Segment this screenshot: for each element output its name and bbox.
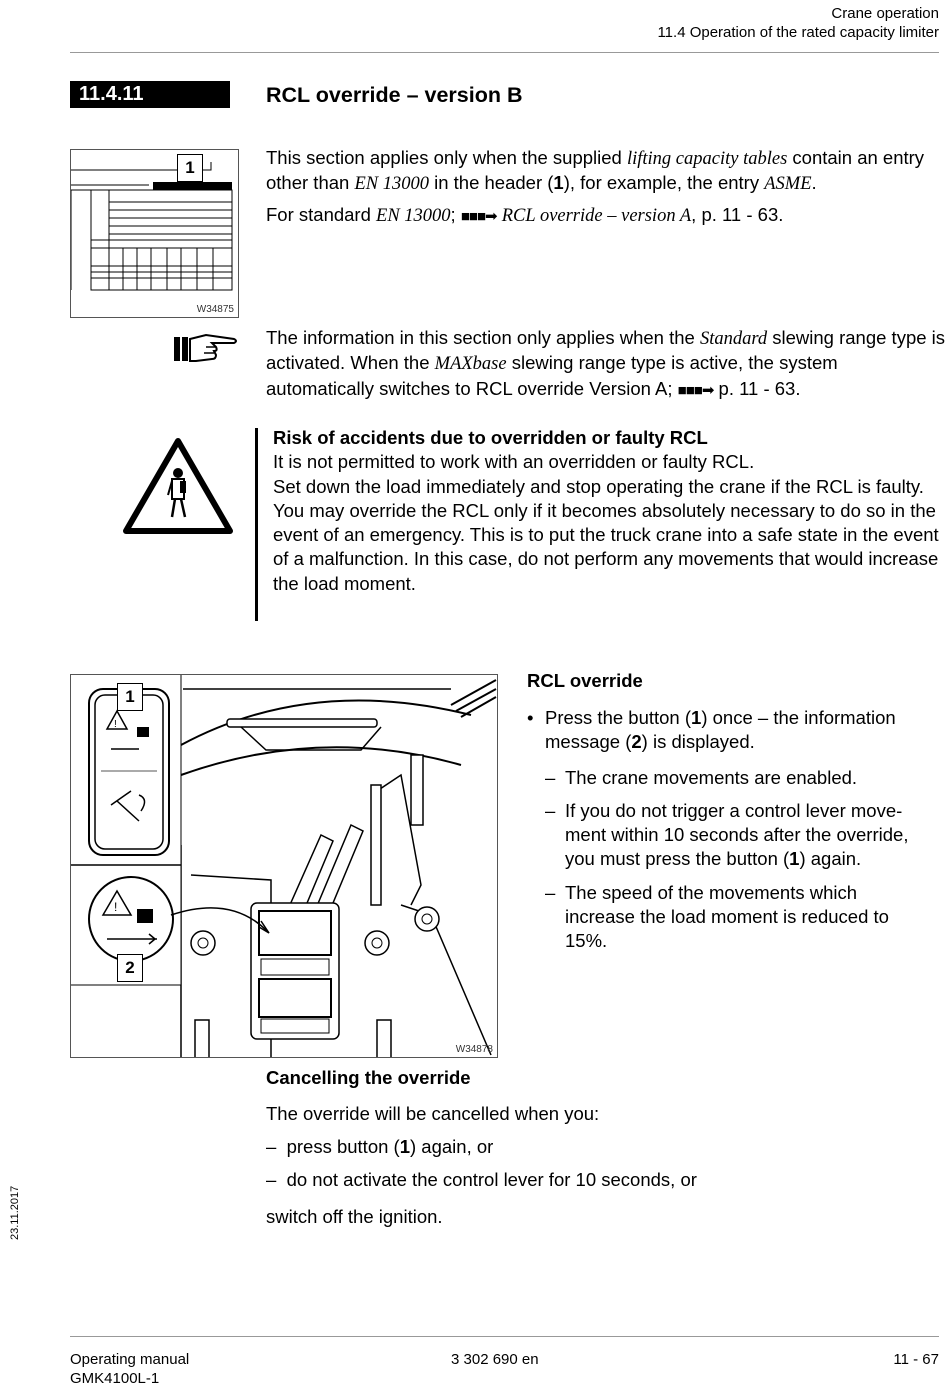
running-header: [439, 4, 939, 42]
step-bullet: [527, 706, 942, 755]
dash-icon: –: [545, 881, 556, 903]
bullet-icon: •: [527, 707, 534, 728]
warning-triangle-person-icon: [122, 437, 234, 535]
rcl-override-heading: RCL override: [527, 670, 643, 691]
dash-text: If you do not trigger a control lever move-ment within 10 seconds after the override, you must press the button (: [565, 799, 909, 870]
cancel-text: ) again, or: [410, 1136, 494, 1157]
intro-text: .: [811, 172, 817, 194]
intro-italic: lifting capacity tables: [626, 149, 788, 169]
intro-text: This section applies only when the supplied: [266, 147, 627, 168]
ref-italic: EN 13000: [376, 206, 451, 226]
warning-line: You may override the RCL only if it becomes absolutely necessary to do so in the event of an emergency. This is to put the truck crane into a safe state in the event of a malfunction. In this case, do not perform any movements that would increase the load moment.: [273, 499, 939, 594]
step-bold: 1: [691, 707, 702, 728]
step-dash: [527, 799, 942, 872]
cancel-bold: 1: [399, 1136, 410, 1157]
footer-rule: [70, 1336, 939, 1337]
footer-doc-number: 3 302 690 en: [451, 1351, 539, 1368]
callout-1: 1: [177, 154, 203, 182]
note-text: slewing range type is active, the system automatically switches to RCL override Version A;: [266, 352, 838, 399]
intro-text: in the header (: [428, 172, 554, 194]
figure-crane-cab: [70, 674, 498, 1058]
intro-text: ), for example, the entry: [563, 172, 765, 194]
intro-italic: EN 13000: [354, 174, 429, 195]
intro-paragraph: [266, 146, 941, 197]
note-page-ref[interactable]: p. 11 - 63.: [713, 377, 801, 399]
figure-id: W34875: [196, 304, 234, 315]
footer-manual-label: Operating manual: [70, 1351, 190, 1368]
figure-capacity-table: [70, 149, 239, 318]
header-chapter: Crane operation: [831, 5, 939, 22]
figure-id: W34878: [455, 1044, 493, 1055]
cancel-item: [266, 1135, 493, 1159]
warning-line: It is not permitted to work with an overridden or faulty RCL.: [273, 451, 755, 473]
cancel-item: [266, 1168, 697, 1192]
footer-model: GMK4100L-1: [70, 1370, 160, 1384]
section-number: 11.4.11: [70, 81, 230, 108]
cancel-heading: Cancelling the override: [266, 1067, 471, 1088]
warning-bar: [255, 428, 258, 621]
capacity-table-illustration: [71, 150, 239, 318]
header-section: 11.4 Operation of the rated capacity limiter: [657, 24, 939, 41]
step-text: ) once – the information message (: [545, 707, 896, 753]
step-dash: [527, 881, 907, 954]
intro-text: contain an entry other than: [266, 147, 925, 194]
warning-line: Set down the load immediately and stop operating the crane if the RCL is faulty.: [273, 475, 924, 497]
step-text: Press the button (: [545, 707, 692, 728]
intro-reference: [266, 203, 941, 229]
note-text: The information in this section only applies when the: [266, 327, 700, 348]
footer-manual: [70, 1350, 189, 1384]
dash-icon: –: [545, 799, 556, 821]
svg-text:!: !: [114, 719, 117, 730]
dash-text: The crane movements are enabled.: [565, 766, 858, 788]
callout-2: 2: [117, 954, 143, 982]
warning-title: Risk of accidents due to overridden or faulty RCL: [273, 427, 708, 448]
ref-text: ;: [450, 204, 461, 225]
cross-reference-arrow-icon: ■■■➡: [677, 381, 714, 399]
cross-reference-arrow-icon: ■■■➡: [460, 208, 497, 225]
dash-icon: –: [545, 766, 556, 788]
pointing-hand-icon: [172, 331, 240, 365]
header-rule: [70, 52, 939, 53]
ref-text: For standard: [266, 204, 377, 225]
warning-text-block: [273, 426, 945, 596]
intro-bold: 1: [553, 172, 564, 194]
note-text: slewing range type is activated. When the: [266, 327, 946, 374]
cancel-text: do not activate the control lever for 10 seconds, or: [286, 1169, 697, 1190]
dash-icon: –: [266, 1136, 287, 1157]
note-italic: Standard: [699, 329, 768, 349]
cancel-text: press button (: [286, 1136, 400, 1157]
cancel-outro: switch off the ignition.: [266, 1206, 443, 1227]
cancel-intro: The override will be cancelled when you:: [266, 1103, 600, 1124]
dash-icon: –: [266, 1169, 287, 1190]
rcl-override-steps: [527, 706, 942, 954]
step-text: ) is displayed.: [641, 731, 755, 753]
step-bold: 2: [631, 731, 642, 753]
dash-text: ) again.: [799, 848, 862, 870]
dash-text: The speed of the movements which increase the load moment is reduced to 15%.: [565, 881, 889, 952]
note-paragraph: [266, 326, 946, 403]
intro-italic: ASME: [764, 174, 812, 195]
svg-text:!: !: [114, 900, 118, 914]
step-dash: [527, 766, 942, 790]
callout-1: 1: [117, 683, 143, 711]
cross-reference-link[interactable]: RCL override – version A: [501, 206, 692, 226]
crane-cab-illustration: [71, 675, 498, 1058]
footer-page: 11 - 67: [893, 1351, 939, 1368]
dash-bold: 1: [789, 848, 800, 870]
note-italic: MAXbase: [434, 354, 507, 375]
ref-text: , p. 11 - 63.: [691, 204, 784, 225]
section-title: RCL override – version B: [266, 83, 523, 107]
side-date: 23.11.2017: [9, 1185, 21, 1240]
